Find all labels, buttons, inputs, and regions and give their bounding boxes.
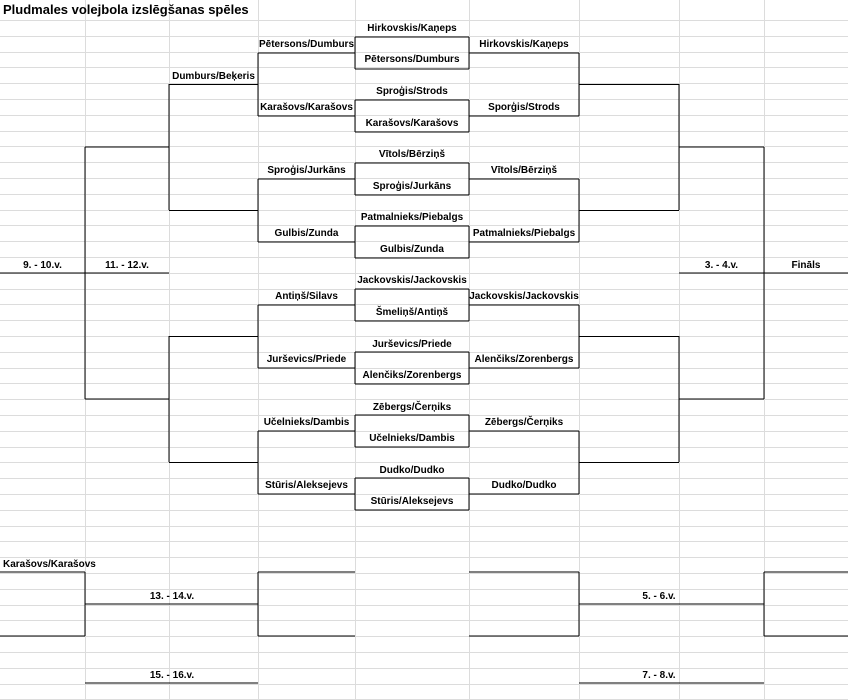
- place-label-3-4: 3. - 4.v.: [704, 260, 739, 271]
- place-label-13-14: 13. - 14.v.: [149, 591, 195, 602]
- winner-r1-8: Dudko/Dudko: [491, 480, 557, 491]
- sheet-title: Pludmales volejbola izslēgšanas spēles: [3, 2, 249, 17]
- loser-r1-2: Karašovs/Karašovs: [260, 102, 353, 113]
- place-label-5-6: 5. - 6.v.: [642, 591, 676, 602]
- winner-r1-1: Hirkovskis/Kaņeps: [479, 39, 569, 50]
- match-team-q2: Pētersons/Dumburs: [364, 54, 460, 65]
- loser-r1-3: Sproģis/Jurkāns: [267, 165, 346, 176]
- match-team-q8: Gulbis/Zunda: [380, 244, 444, 255]
- match-team-q1: Hirkovskis/Kaņeps: [367, 23, 457, 34]
- loser-r1-5: Antiņš/Silavs: [275, 291, 338, 302]
- lower-entry-team: Karašovs/Karašovs: [3, 559, 96, 570]
- place-label-9-10: 9. - 10.v.: [23, 260, 62, 271]
- loser-r2-1: Dumburs/Beķeris: [172, 71, 255, 82]
- match-team-q7: Patmalnieks/Piebalgs: [360, 212, 464, 223]
- match-team-q10: Šmeliņš/Antiņš: [375, 307, 449, 318]
- match-team-q6: Sproģis/Jurkāns: [372, 181, 452, 192]
- match-team-q5: Vītols/Bērziņš: [378, 149, 446, 160]
- match-team-q4: Karašovs/Karašovs: [365, 118, 459, 129]
- winner-r1-2: Sporģis/Strods: [488, 102, 560, 113]
- winner-r1-4: Patmalnieks/Piebalgs: [472, 228, 576, 239]
- winner-r1-7: Zēbergs/Čerņiks: [484, 417, 564, 428]
- place-label-final: Fināls: [791, 260, 821, 271]
- match-team-q12: Alenčiks/Zorenbergs: [362, 370, 462, 381]
- loser-r1-7: Učelnieks/Dambis: [263, 417, 350, 428]
- match-team-q14: Učelnieks/Dambis: [369, 433, 455, 444]
- winner-r1-3: Vītols/Bērziņš: [490, 165, 558, 176]
- loser-r1-6: Jurševics/Priede: [266, 354, 347, 365]
- match-team-q9: Jackovskis/Jackovskis: [357, 275, 467, 286]
- match-team-q15: Dudko/Dudko: [379, 465, 445, 476]
- match-team-q3: Sproģis/Strods: [376, 86, 448, 97]
- match-team-q13: Zēbergs/Čerņiks: [372, 402, 452, 413]
- winner-r1-5: Jackovskis/Jackovskis: [469, 291, 579, 302]
- loser-r1-1: Pētersons/Dumburs: [258, 39, 355, 50]
- loser-r1-4: Gulbis/Zunda: [274, 228, 339, 239]
- place-label-15-16: 15. - 16.v.: [149, 670, 195, 681]
- winner-r1-6: Alenčiks/Zorenbergs: [474, 354, 574, 365]
- loser-r1-8: Stūris/Aleksejevs: [265, 480, 348, 491]
- match-team-q11: Jurševics/Priede: [372, 339, 452, 350]
- place-label-7-8: 7. - 8.v.: [642, 670, 676, 681]
- match-team-q16: Stūris/Aleksejevs: [370, 496, 454, 507]
- place-label-11-12: 11. - 12.v.: [105, 260, 149, 271]
